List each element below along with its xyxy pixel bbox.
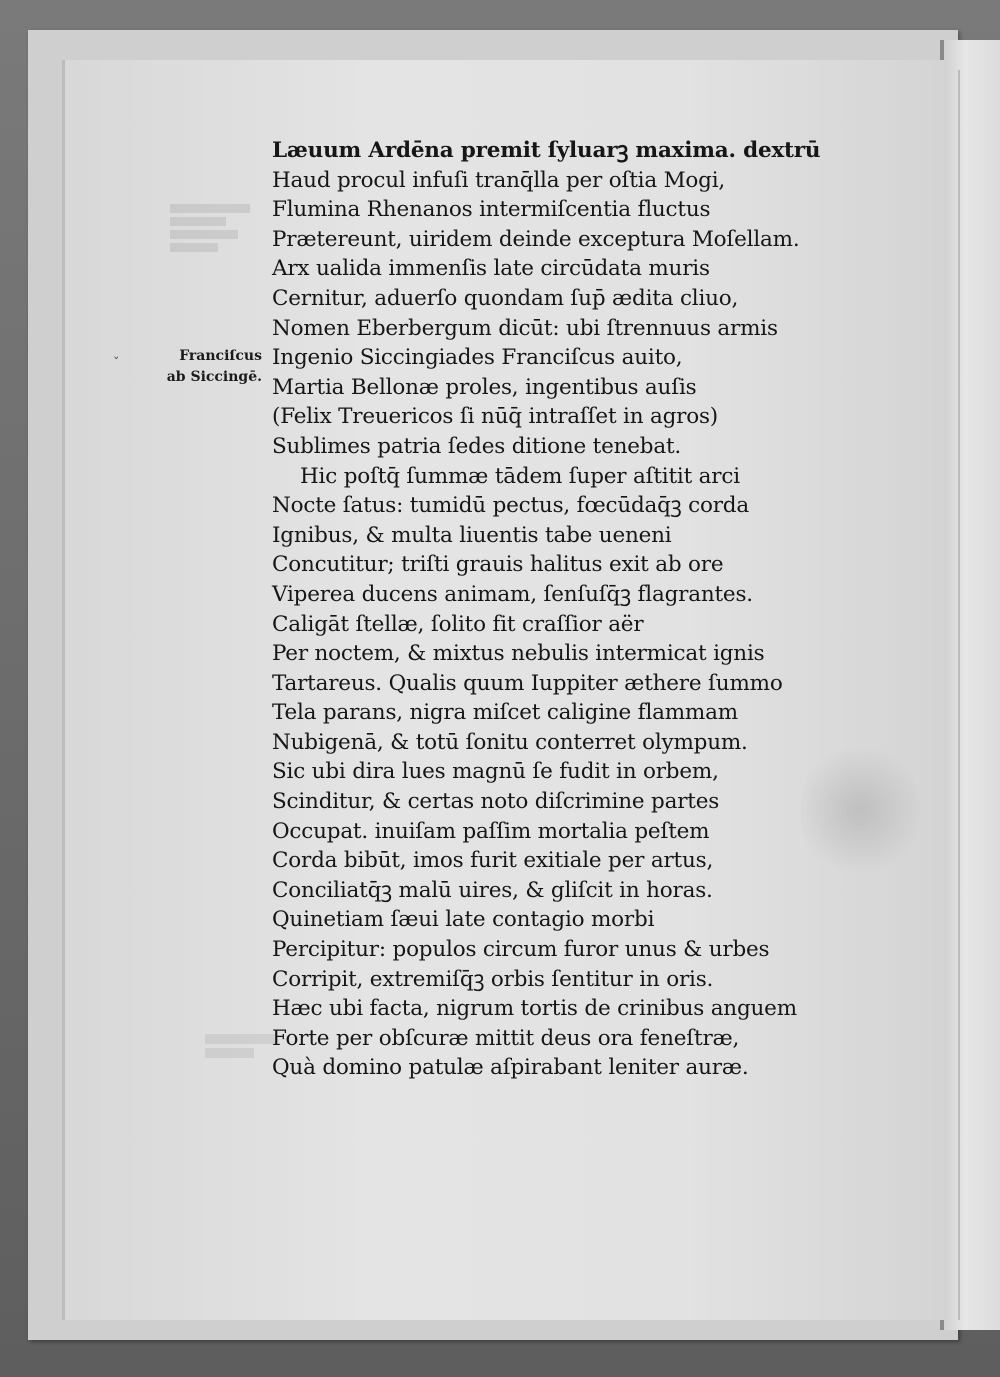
verse-text-block [272, 136, 820, 1083]
margin-tick-mark: ˇ [113, 356, 120, 371]
verse-line: Sublimes patria ſedes ditione tenebat. [272, 433, 682, 459]
verse-line: Flumina Rhenanos intermiſcentia fluctus [272, 197, 711, 223]
verse-line: Quà domino patulæ aſpirabant leniter auræ. [272, 1055, 749, 1081]
show-through-text-lower [205, 1030, 275, 1070]
show-through-text [170, 200, 250, 310]
verse-line: Hic poſtq̄ ſummæ tādem ſuper aſtitit arci [300, 463, 740, 489]
verse-line: Quinetiam ſæui late contagio morbi [272, 907, 655, 933]
verse-line: Tartareus. Qualis quum Iuppiter æthere ſummo [272, 670, 783, 696]
verse-line: Percipitur: populos circum furor unus & urbes [272, 937, 770, 963]
verse-line: Prætereunt, uiridem deinde exceptura Moſellam. [272, 226, 800, 252]
verse-line: (Felix Treuericos ſi nūq̄ intraſſet in agros) [272, 404, 718, 430]
verse-line: Cernitur, aduerſo quondam ſup̄ ædita cliuo, [272, 285, 739, 311]
verse-line: Nubigenā, & totū ſonitu conterret olympum. [272, 729, 748, 755]
marginal-note-line: ab Siccingē. [166, 369, 262, 385]
marginal-note [150, 346, 262, 388]
verse-line: Corda bibūt, imos furit exitiale per artus, [272, 848, 714, 874]
verse-line: Arx ualida immenſis late circūdata muris [272, 256, 710, 282]
facing-page-edge [942, 40, 1000, 1330]
verse-line: Ignibus, & multa liuentis tabe ueneni [272, 522, 672, 548]
verse-line: Martia Bellonæ proles, ingentibus auſis [272, 374, 697, 400]
verse-line: Sic ubi dira lues magnū ſe fudit in orbem, [272, 759, 719, 785]
verse-line: Caligāt ſtellæ, ſolito fit craſſior aër [272, 611, 644, 637]
verse-line: Forte per obſcuræ mittit deus ora feneſtræ, [272, 1025, 740, 1051]
verse-line: Læuum Ardēna premit ſyluarꝫ maxima. dextrū [272, 138, 821, 163]
verse-line: Haud procul infuſi tranq̄lla per oſtia Mogi, [272, 167, 726, 193]
verse-line: Tela parans, nigra miſcet caligine flammam [272, 700, 738, 726]
verse-line: Occupat. inuiſam paſſim mortalia peſtem [272, 818, 710, 844]
verse-line: Concutitur; triſti grauis halitus exit ab ore [272, 552, 724, 578]
verse-line: Scinditur, & certas noto diſcrimine partes [272, 789, 720, 815]
verse-line: Viperea ducens animam, ſenſuſq̄ꝫ flagrantes. [272, 581, 753, 607]
verse-line: Conciliatq̄ꝫ malū uires, & gliſcit in horas. [272, 877, 713, 903]
verse-line: Nomen Eberbergum dicūt: ubi ſtrennuus armis [272, 315, 778, 341]
facing-page-fold [958, 70, 960, 1320]
verse-line: Nocte ſatus: tumidū pectus, fœcūdaq̄ꝫ corda [272, 493, 749, 519]
marginal-note-line: Franciſcus [179, 348, 262, 364]
verse-line: Ingenio Siccingiades Franciſcus auito, [272, 345, 683, 371]
verse-line: Corripit, extremiſq̄ꝫ orbis ſentitur in oris. [272, 966, 714, 992]
verse-line: Hæc ubi facta, nigrum tortis de crinibus anguem [272, 996, 797, 1022]
verse-line: Per noctem, & mixtus nebulis intermicat ignis [272, 641, 765, 667]
